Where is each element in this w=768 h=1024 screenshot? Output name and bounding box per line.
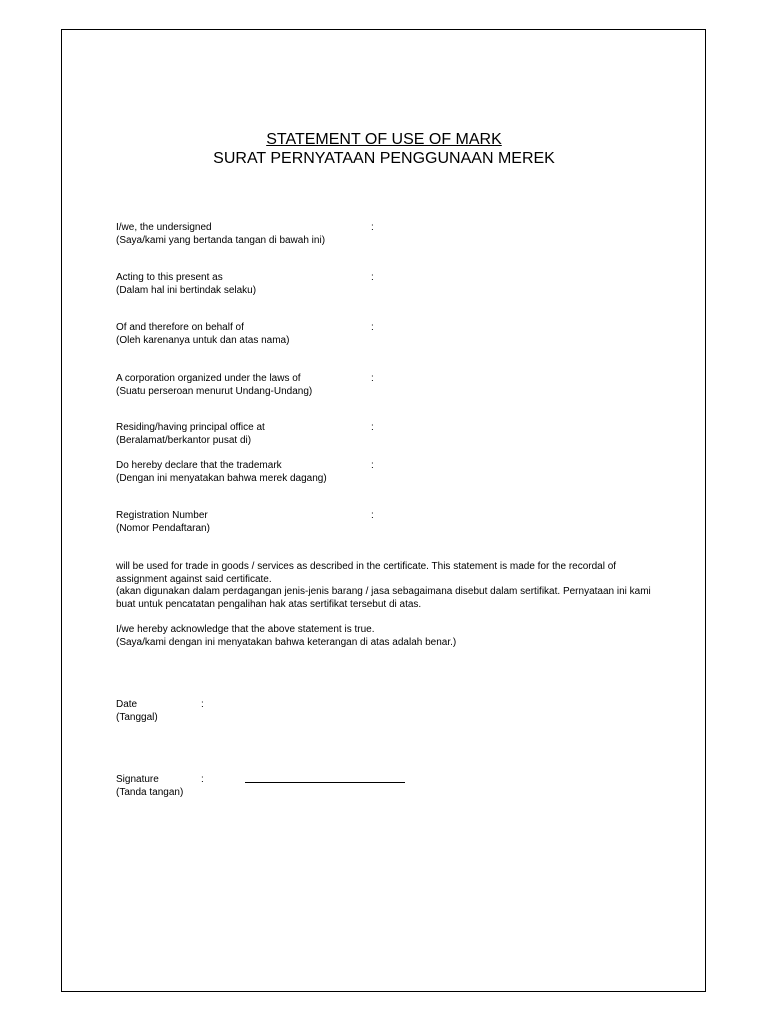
field-colon: : xyxy=(371,222,374,233)
field-label-id: (Saya/kami yang bertanda tangan di bawah ini) xyxy=(116,234,326,246)
date-label-id: (Tanggal) xyxy=(116,711,158,723)
date-label-en: Date xyxy=(116,699,138,710)
field-label-id: (Dengan ini menyatakan bahwa merek dagang) xyxy=(116,472,327,484)
field-label-id: (Dalam hal ini bertindak selaku) xyxy=(116,284,257,296)
acknowledge-id: (Saya/kami dengan ini menyatakan bahwa keterangan di atas adalah benar.) xyxy=(116,636,457,648)
field-corporation-laws xyxy=(116,373,312,398)
acknowledgement-paragraph xyxy=(116,624,656,649)
field-registration-number xyxy=(116,510,210,535)
date-colon: : xyxy=(201,699,204,710)
field-label-en: Do hereby declare that the trademark xyxy=(116,460,282,471)
document-title xyxy=(0,130,768,168)
field-colon: : xyxy=(371,373,374,384)
signature-label-id: (Tanda tangan) xyxy=(116,786,184,798)
field-on-behalf-of xyxy=(116,322,289,347)
field-label-en: Registration Number xyxy=(116,510,208,521)
field-colon: : xyxy=(371,422,374,433)
signature-label-en: Signature xyxy=(116,774,159,785)
signature-colon: : xyxy=(201,774,204,785)
field-label-en: I/we, the undersigned xyxy=(116,222,212,233)
field-label-id: (Beralamat/berkantor pusat di) xyxy=(116,434,252,446)
field-label-en: Residing/having principal office at xyxy=(116,422,265,433)
field-colon: : xyxy=(371,272,374,283)
field-signature xyxy=(116,774,183,799)
field-colon: : xyxy=(371,460,374,471)
signature-line[interactable] xyxy=(245,782,405,783)
acknowledge-en: I/we hereby acknowledge that the above statement is true. xyxy=(116,624,375,635)
field-label-en: A corporation organized under the laws of xyxy=(116,373,301,384)
field-label-id: (Oleh karenanya untuk dan atas nama) xyxy=(116,334,290,346)
statement-en: will be used for trade in goods / services as described in the certificate. This statement is made for the recordal of assignment against said certificate. xyxy=(116,561,617,585)
field-undersigned xyxy=(116,222,325,247)
field-label-en: Of and therefore on behalf of xyxy=(116,322,244,333)
field-colon: : xyxy=(371,322,374,333)
field-label-en: Acting to this present as xyxy=(116,272,223,283)
field-label-id: (Suatu perseroan menurut Undang-Undang) xyxy=(116,385,313,397)
field-label-id: (Nomor Pendaftaran) xyxy=(116,522,210,534)
field-trademark xyxy=(116,460,327,485)
title-english: STATEMENT OF USE OF MARK xyxy=(266,131,502,148)
field-acting-as xyxy=(116,272,256,297)
statement-paragraph xyxy=(116,561,656,611)
title-indonesian: SURAT PERNYATAAN PENGGUNAAN MEREK xyxy=(213,150,555,167)
statement-id: (akan digunakan dalam perdagangan jenis-jenis barang / jasa sebagaimana disebut dalam sertifikat. Pernyataan ini kami buat untuk pencatatan pengalihan hak atas sertifikat tersebut di atas. xyxy=(116,586,651,610)
field-colon: : xyxy=(371,510,374,521)
field-principal-office xyxy=(116,422,265,447)
field-date xyxy=(116,699,158,724)
